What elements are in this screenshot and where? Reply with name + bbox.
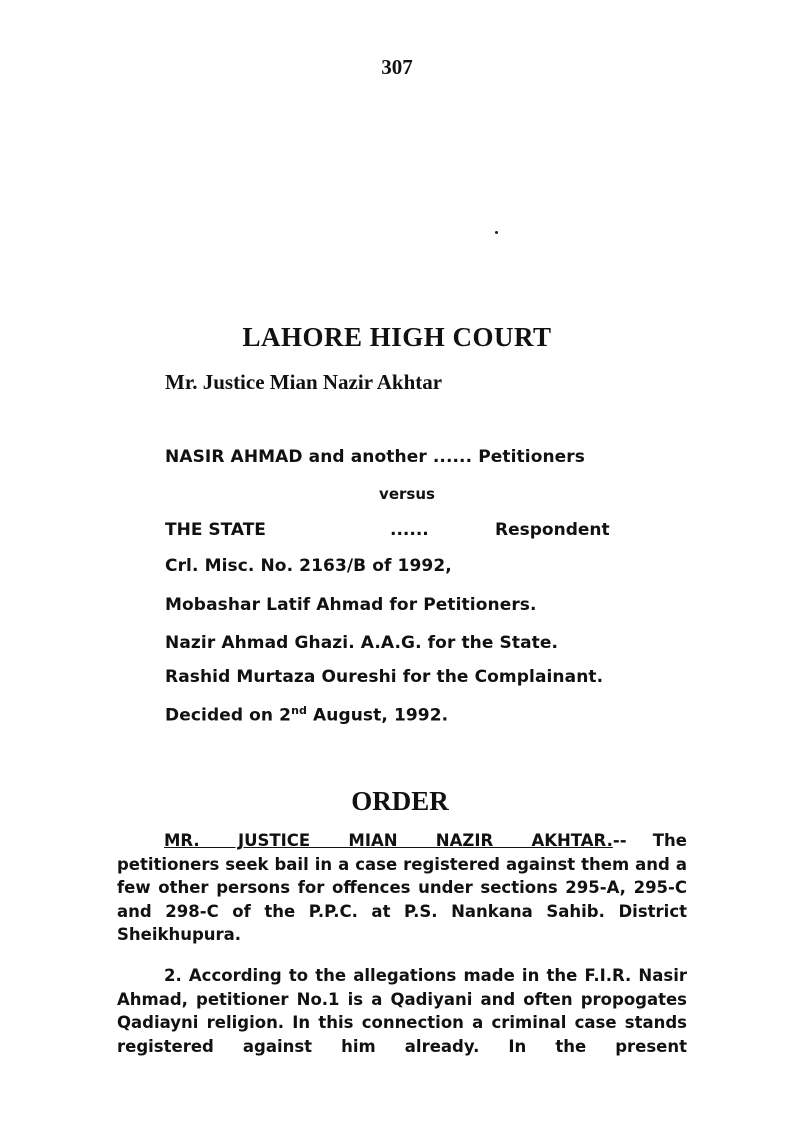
decision-date-prefix: Decided on 2	[165, 705, 292, 726]
order-heading: ORDER	[351, 786, 449, 816]
order-paragraph-1	[117, 829, 687, 947]
versus-label: versus	[379, 485, 435, 503]
counsel-complainant: Rashid Murtaza Oureshi for the Complainant.	[165, 667, 604, 687]
order-paragraph-2	[117, 964, 687, 1058]
court-title: LAHORE HIGH COURT	[242, 322, 552, 352]
counsel-state: Nazir Ahmad Ghazi. A.A.G. for the State.	[165, 633, 559, 653]
petitioners-line: NASIR AHMAD and another ...... Petitioners	[165, 447, 586, 467]
respondent-row	[165, 520, 625, 544]
order-judge-name: MR. JUSTICE MIAN NAZIR AKHTAR.	[164, 831, 613, 850]
respondent-role: Respondent	[495, 520, 610, 540]
decision-date-ordinal: nd	[291, 704, 307, 717]
order-paragraph-2-text: 2. According to the allegations made in the F.I.R. Nasir Ahmad, petitioner No.1 is a Qadiyani and often propogates Qadiayni religion. In this connection a criminal case stands registered against him already. In the present	[117, 966, 687, 1056]
judge-name: Mr. Justice Mian Nazir Akhtar	[165, 370, 443, 394]
decision-date-suffix: August, 1992.	[306, 705, 449, 726]
decision-date	[165, 704, 448, 726]
counsel-petitioners: Mobashar Latif Ahmad for Petitioners.	[165, 595, 537, 615]
case-number: Crl. Misc. No. 2163/B of 1992,	[165, 556, 452, 576]
order-paragraph-1-text: -- The petitioners seek bail in a case registered against them and a few other persons for offences under sections 295-A, 295-C and 298-C of the P.P.C. at P.S. Nankana Sahib. District Sheikhupura.	[117, 831, 687, 944]
respondent-dots: ......	[390, 520, 429, 540]
respondent-party: THE STATE	[165, 520, 266, 540]
page-number: 307	[381, 55, 413, 79]
scan-speck	[495, 231, 498, 234]
